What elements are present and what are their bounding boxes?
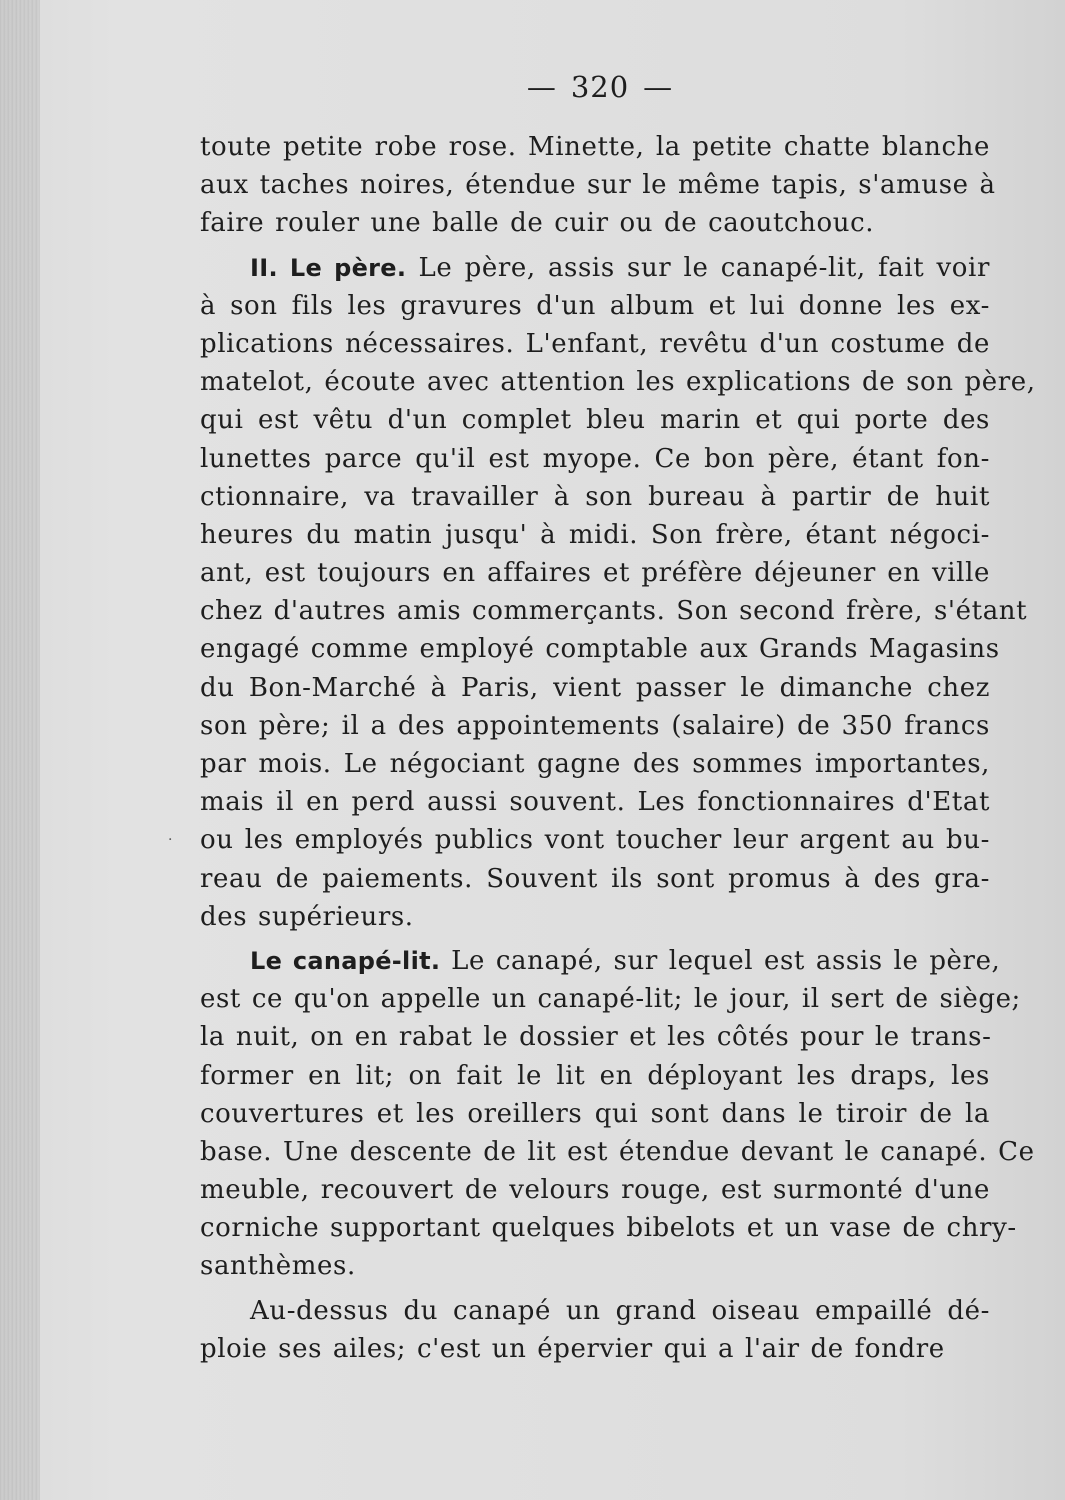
line-text: base. Une descente de lit est étendue devant le canapé. Ce xyxy=(200,1136,1035,1167)
text-line xyxy=(200,898,990,936)
paragraph xyxy=(200,942,1035,1286)
line-text: corniche supportant quelques bibelots et un vase de chry- xyxy=(200,1213,1017,1244)
line-text: à son fils les gravures d'un album et lui donne les ex- xyxy=(200,290,990,321)
text-line xyxy=(200,1018,990,1056)
text-line xyxy=(200,325,990,363)
text-line xyxy=(200,980,1021,1018)
line-text: ant, est toujours en affaires et préfère déjeuner en ville xyxy=(200,558,990,589)
line-text: meuble, recouvert de velours rouge, est surmonté d'une xyxy=(200,1175,990,1206)
line-text: des supérieurs. xyxy=(200,901,414,932)
paragraph xyxy=(200,1292,990,1368)
line-text: faire rouler une balle de cuir ou de caoutchouc. xyxy=(200,208,875,239)
paragraph xyxy=(200,249,1036,936)
line-text: qui est vêtu d'un complet bleu marin et qui porte des xyxy=(200,405,990,436)
line-text: est ce qu'on appelle un canapé-lit; le jour, il sert de siège; xyxy=(200,984,1021,1015)
line-text: heures du matin jusqu' à midi. Son frère, étant négoci- xyxy=(200,519,990,550)
line-text: aux taches noires, étendue sur le même tapis, s'amuse à xyxy=(200,170,996,201)
line-text: engagé comme employé comptable aux Grands Magasins xyxy=(200,634,1000,665)
page-number xyxy=(0,70,1065,104)
text-line xyxy=(200,942,1001,980)
line-text: plications nécessaires. L'enfant, revêtu d'un costume de xyxy=(200,328,990,359)
text-line xyxy=(200,669,990,707)
text-line xyxy=(200,745,990,783)
text-line xyxy=(200,440,990,478)
line-text: son père; il a des appointements (salaire) de 350 francs xyxy=(200,710,990,741)
text-line xyxy=(200,128,990,166)
text-line xyxy=(200,1209,1017,1247)
text-line xyxy=(200,592,1028,630)
text-line xyxy=(200,1095,990,1133)
page-number-value: 320 xyxy=(570,70,630,104)
text-line xyxy=(200,204,990,242)
text-line xyxy=(200,1171,990,1209)
text-line xyxy=(200,516,990,554)
line-text: couvertures et les oreillers qui sont dans le tiroir de la xyxy=(200,1098,990,1129)
text-line xyxy=(200,1292,990,1330)
text-line xyxy=(200,860,990,898)
line-text: Le père, assis sur le canapé-lit, fait voir xyxy=(418,252,990,283)
text-line xyxy=(200,783,990,821)
page-edge xyxy=(0,0,40,1500)
text-line xyxy=(200,166,996,204)
line-text: matelot, écoute avec attention les explications de son père, xyxy=(200,367,1036,398)
line-text: Au-dessus du canapé un grand oiseau empaillé dé- xyxy=(250,1295,990,1326)
line-text: par mois. Le négociant gagne des sommes importantes, xyxy=(200,749,990,779)
text-line xyxy=(200,287,990,325)
margin-mark: · xyxy=(168,832,173,848)
text-line xyxy=(200,821,990,859)
line-text: ctionnaire, va travailler à son bureau à partir de huit xyxy=(200,481,990,512)
text-line xyxy=(200,1057,990,1095)
body-text xyxy=(200,128,1036,1368)
dash-right: — xyxy=(643,70,674,104)
text-line xyxy=(200,1247,990,1285)
line-text: la nuit, on en rabat le dossier et les côtés pour le trans- xyxy=(200,1022,992,1053)
line-text: Le canapé, sur lequel est assis le père, xyxy=(451,945,1001,976)
dash-left: — xyxy=(526,70,557,104)
line-text: reau de paiements. Souvent ils sont promus à des gra- xyxy=(200,863,990,894)
text-line xyxy=(200,363,1036,401)
text-line xyxy=(200,478,990,516)
line-text: former en lit; on fait le lit en déployant les draps, les xyxy=(200,1060,990,1091)
text-line xyxy=(200,1330,990,1368)
text-line xyxy=(200,707,990,745)
line-text: ou les employés publics vont toucher leur argent au bu- xyxy=(200,825,990,856)
line-text: du Bon-Marché à Paris, vient passer le dimanche chez xyxy=(200,672,990,703)
line-text: santhèmes. xyxy=(200,1251,356,1282)
paragraph xyxy=(200,128,996,243)
section-heading: Le canapé-lit. xyxy=(250,946,441,975)
line-text: toute petite robe rose. Minette, la petite chatte blanche xyxy=(200,132,990,162)
line-text: chez d'autres amis commerçants. Son second frère, s'étant xyxy=(200,596,1028,627)
text-line xyxy=(200,554,990,592)
text-line xyxy=(200,249,990,287)
text-line xyxy=(200,1133,1035,1171)
text-line xyxy=(200,630,1000,668)
text-line xyxy=(200,401,990,439)
line-text: mais il en perd aussi souvent. Les fonctionnaires d'Etat xyxy=(200,787,990,818)
section-heading: II. Le père. xyxy=(250,253,407,282)
line-text: lunettes parce qu'il est myope. Ce bon père, étant fon- xyxy=(200,443,990,474)
line-text: ploie ses ailes; c'est un épervier qui a l'air de fondre xyxy=(200,1333,945,1364)
